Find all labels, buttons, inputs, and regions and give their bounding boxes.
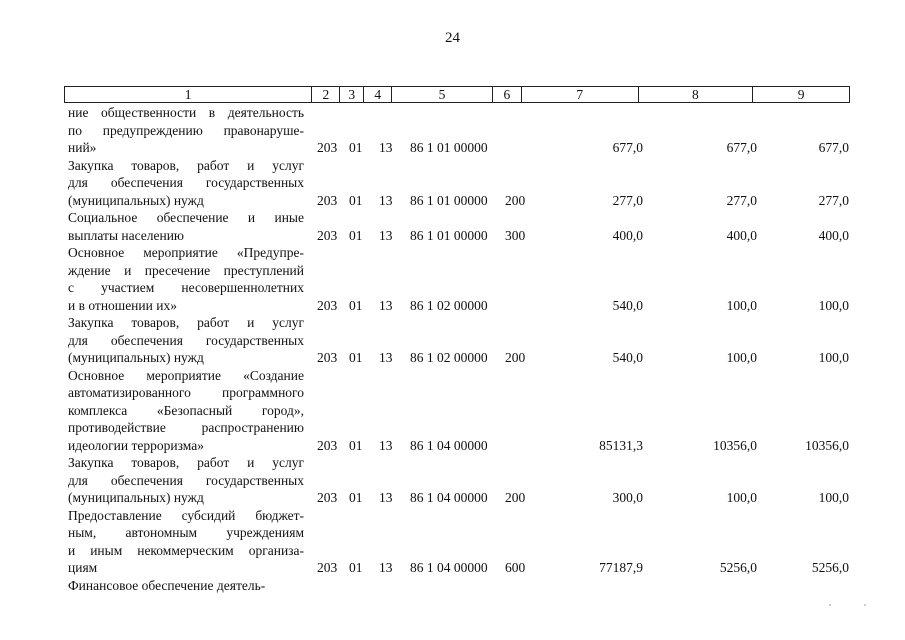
cell-col8: 100,0 [726, 297, 757, 313]
header-col-9: 9 [797, 87, 805, 102]
header-col-4: 4 [364, 87, 392, 102]
cell-col7: 540,0 [612, 297, 643, 313]
cell-col8: 400,0 [726, 227, 757, 243]
description-line: Основное мероприятие «Предупре- [68, 245, 304, 260]
cell-col4: 13 [379, 192, 393, 208]
cell-col7: 300,0 [612, 490, 643, 505]
cell-col9: 5256,0 [811, 560, 849, 575]
description-line: и в отношении их» [68, 297, 177, 313]
description-line: и иным некоммерческим организа- [68, 542, 304, 558]
scan-speck [829, 604, 831, 606]
cell-col2: 203 [317, 227, 338, 243]
cell-col4: 13 [379, 490, 393, 505]
row-description [68, 507, 304, 577]
cell-col7: 400,0 [612, 227, 643, 243]
cell-col2: 203 [317, 560, 338, 575]
header-col-8: 8 [639, 87, 754, 102]
cell-col8: 5256,0 [719, 560, 757, 575]
cell-col4: 13 [379, 227, 393, 243]
cell-col3: 01 [349, 350, 363, 365]
description-line: Социальное обеспечение и иные [68, 210, 304, 225]
scan-speck [864, 604, 866, 606]
row-description [68, 367, 304, 455]
description-line: ние общественности в деятельность [68, 105, 304, 120]
header-col-2: 2 [312, 87, 340, 102]
row-description [68, 577, 304, 595]
cell-col4: 13 [379, 297, 393, 313]
cell-col4: 13 [379, 437, 393, 453]
description-line: ждение и пресечение преступлений [68, 262, 304, 278]
description-line: (муниципальных) нужд [68, 350, 204, 365]
cell-col9: 277,0 [818, 192, 849, 208]
cell-col2: 203 [317, 140, 338, 155]
cell-col5: 86 1 04 00000 [410, 560, 488, 575]
cell-col8: 100,0 [726, 350, 757, 365]
cell-col3: 01 [349, 227, 363, 243]
cell-col6: 200 [505, 350, 526, 365]
cell-col8: 677,0 [726, 140, 757, 155]
description-line: (муниципальных) нужд [68, 192, 204, 208]
description-line: Закупка товаров, работ и услуг [68, 157, 304, 173]
cell-col5: 86 1 01 00000 [410, 192, 488, 208]
description-line: циям [68, 560, 98, 575]
cell-col2: 203 [317, 490, 338, 505]
description-line: для обеспечения государственных [68, 175, 304, 190]
description-line: комплекса «Безопасный город», [68, 402, 304, 418]
cell-col2: 203 [317, 437, 338, 453]
row-description [68, 454, 304, 507]
header-col-7: 7 [522, 87, 639, 102]
cell-col4: 13 [379, 560, 393, 575]
cell-col7: 77187,9 [599, 560, 643, 575]
cell-col7: 277,0 [612, 192, 643, 208]
description-line: противодействие распространению [68, 420, 304, 435]
cell-col5: 86 1 02 00000 [410, 297, 488, 313]
cell-col6: 200 [505, 192, 526, 208]
cell-col3: 01 [349, 437, 363, 453]
cell-col8: 277,0 [726, 192, 757, 208]
description-line: Закупка товаров, работ и услуг [68, 455, 304, 470]
cell-col5: 86 1 01 00000 [410, 227, 488, 243]
cell-col2: 203 [317, 192, 338, 208]
cell-col7: 677,0 [612, 140, 643, 155]
cell-col9: 100,0 [818, 350, 849, 365]
row-description [68, 104, 304, 157]
cell-col9: 100,0 [818, 490, 849, 505]
cell-col5: 86 1 04 00000 [410, 437, 488, 453]
cell-col3: 01 [349, 297, 363, 313]
cell-col6: 600 [505, 560, 526, 575]
cell-col6: 200 [505, 490, 526, 505]
header-col-3: 3 [340, 87, 364, 102]
cell-col5: 86 1 04 00000 [410, 490, 488, 505]
cell-col8: 10356,0 [713, 437, 757, 453]
cell-col7: 540,0 [612, 350, 643, 365]
description-line: для обеспечения государственных [68, 332, 304, 348]
cell-col5: 86 1 02 00000 [410, 350, 488, 365]
description-line: с участием несовершеннолетних [68, 280, 304, 295]
description-line: (муниципальных) нужд [68, 490, 204, 505]
cell-col5: 86 1 01 00000 [410, 140, 488, 155]
cell-col6: 300 [505, 227, 526, 243]
cell-col9: 10356,0 [805, 437, 849, 453]
cell-col3: 01 [349, 192, 363, 208]
cell-col7: 85131,3 [599, 437, 643, 453]
cell-col3: 01 [349, 560, 363, 575]
description-line: ний» [68, 140, 97, 155]
cell-col4: 13 [379, 350, 393, 365]
page-number: 24 [445, 30, 460, 46]
description-line: Основное мероприятие «Создание [68, 367, 304, 383]
description-line: выплаты населению [68, 227, 185, 243]
description-line: Закупка товаров, работ и услуг [68, 315, 304, 330]
description-line: Финансовое обеспечение деятель- [68, 577, 266, 593]
description-line: по предупреждению правонаруше- [68, 122, 304, 138]
cell-col9: 100,0 [818, 297, 849, 313]
description-line: идеологии терроризма» [68, 437, 204, 453]
description-line: для обеспечения государственных [68, 472, 304, 488]
row-description [68, 157, 304, 210]
row-description [68, 209, 304, 244]
header-col-6: 6 [493, 87, 522, 102]
description-line: Предоставление субсидий бюджет- [68, 507, 304, 523]
header-col-1: 1 [65, 87, 312, 102]
cell-col3: 01 [349, 140, 363, 155]
row-description [68, 244, 304, 314]
row-description [68, 314, 304, 367]
cell-col9: 400,0 [818, 227, 849, 243]
description-line: автоматизированного программного [68, 385, 304, 400]
cell-col9: 677,0 [818, 140, 849, 155]
table-header-row [64, 86, 850, 103]
description-line: ным, автономным учреждениям [68, 525, 304, 540]
cell-col3: 01 [349, 490, 363, 505]
cell-col8: 100,0 [726, 490, 757, 505]
cell-col2: 203 [317, 350, 338, 365]
cell-col4: 13 [379, 140, 393, 155]
cell-col2: 203 [317, 297, 338, 313]
header-col-5: 5 [392, 87, 493, 102]
